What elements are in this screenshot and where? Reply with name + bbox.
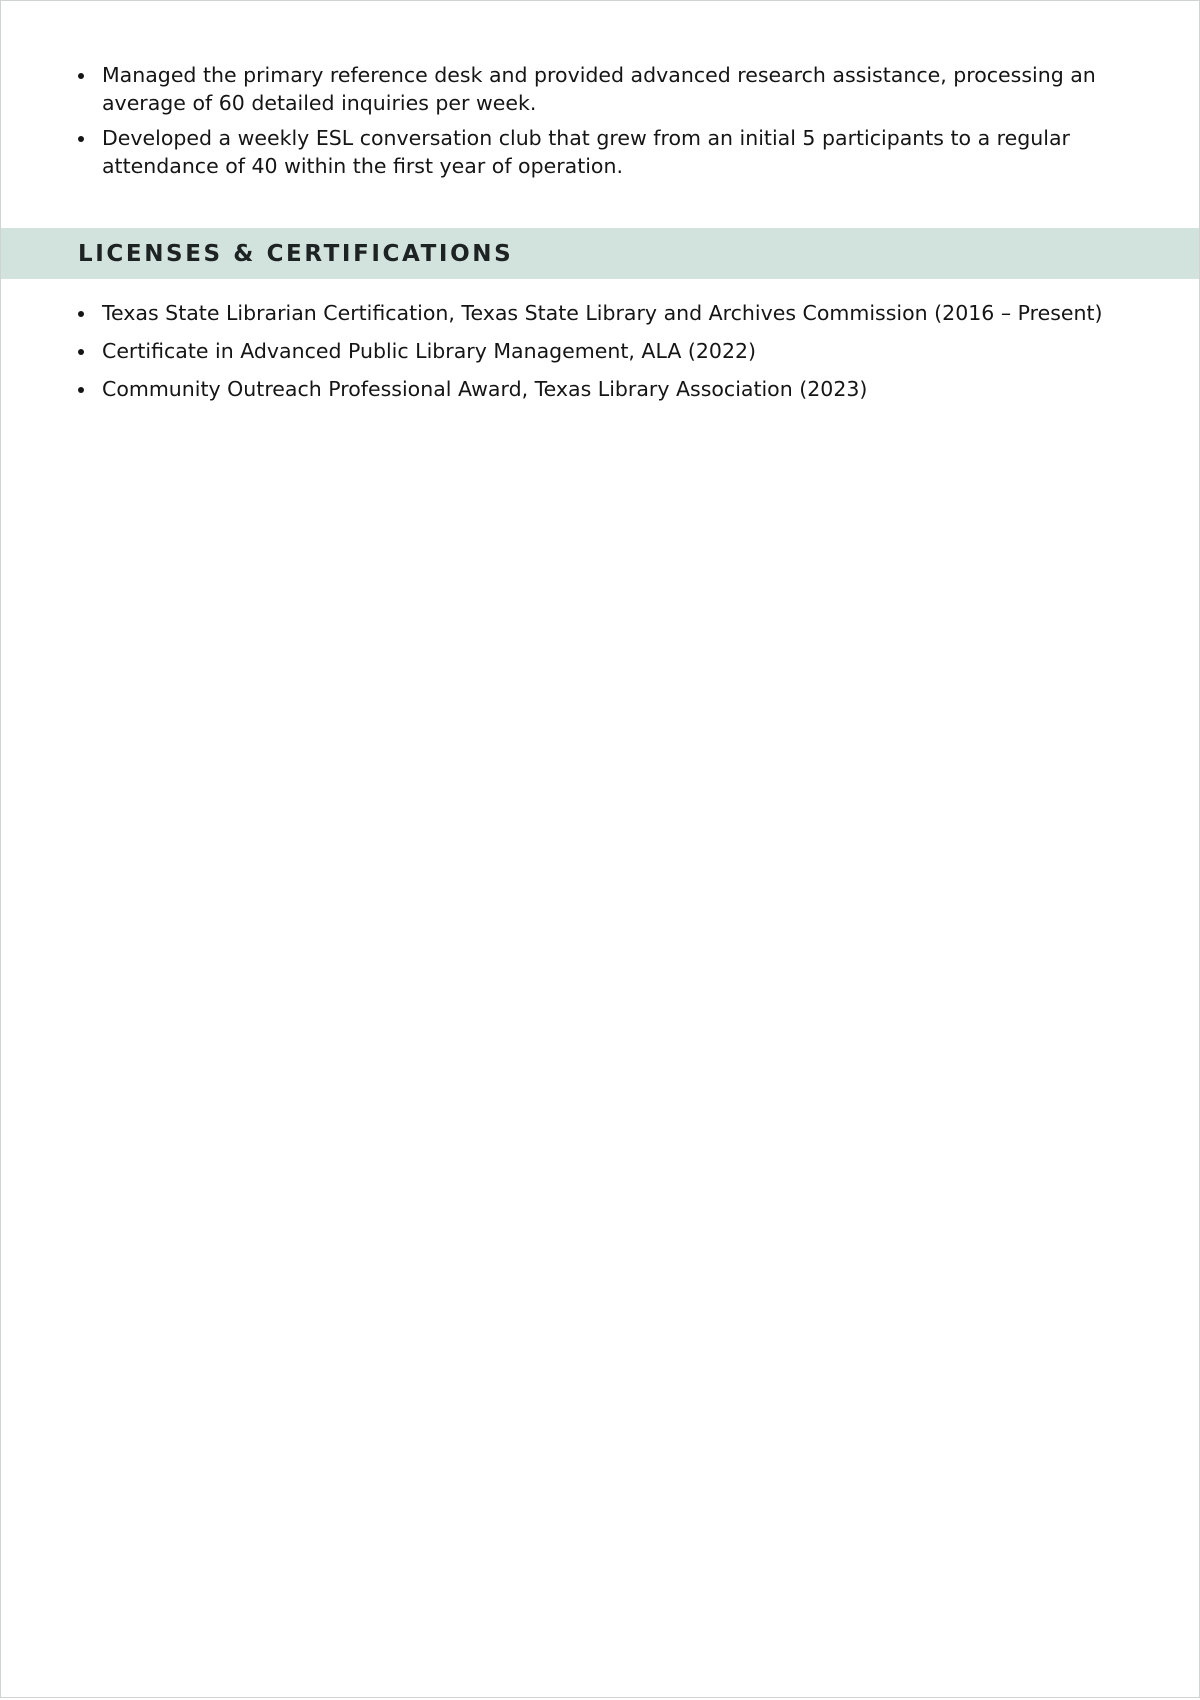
certifications-heading: LICENSES & CERTIFICATIONS [78, 241, 514, 267]
bullet-icon [78, 311, 84, 317]
experience-bullet [78, 124, 1128, 180]
experience-bullet-list [78, 61, 1128, 187]
bullet-icon [78, 136, 84, 142]
certification-text: Certificate in Advanced Public Library Management, ALA (2022) [102, 339, 757, 363]
certifications-list [78, 299, 1128, 413]
bullet-icon [78, 73, 84, 79]
bullet-icon [78, 387, 84, 393]
bullet-icon [78, 349, 84, 355]
certification-item [78, 337, 1128, 365]
experience-bullet-text: Developed a weekly ESL conversation club that grew from an initial 5 participants to a regular attendance of 40 within the first year of operation. [102, 126, 1070, 178]
certification-text: Community Outreach Professional Award, Texas Library Association (2023) [102, 377, 868, 401]
certifications-section-header [1, 228, 1199, 279]
certification-text: Texas State Librarian Certification, Texas State Library and Archives Commission (2016 – Present) [102, 301, 1103, 325]
certification-item [78, 375, 1128, 403]
certification-item [78, 299, 1128, 327]
experience-bullet-text: Managed the primary reference desk and provided advanced research assistance, processing an average of 60 detailed inquiries per week. [102, 63, 1096, 115]
experience-bullet [78, 61, 1128, 117]
